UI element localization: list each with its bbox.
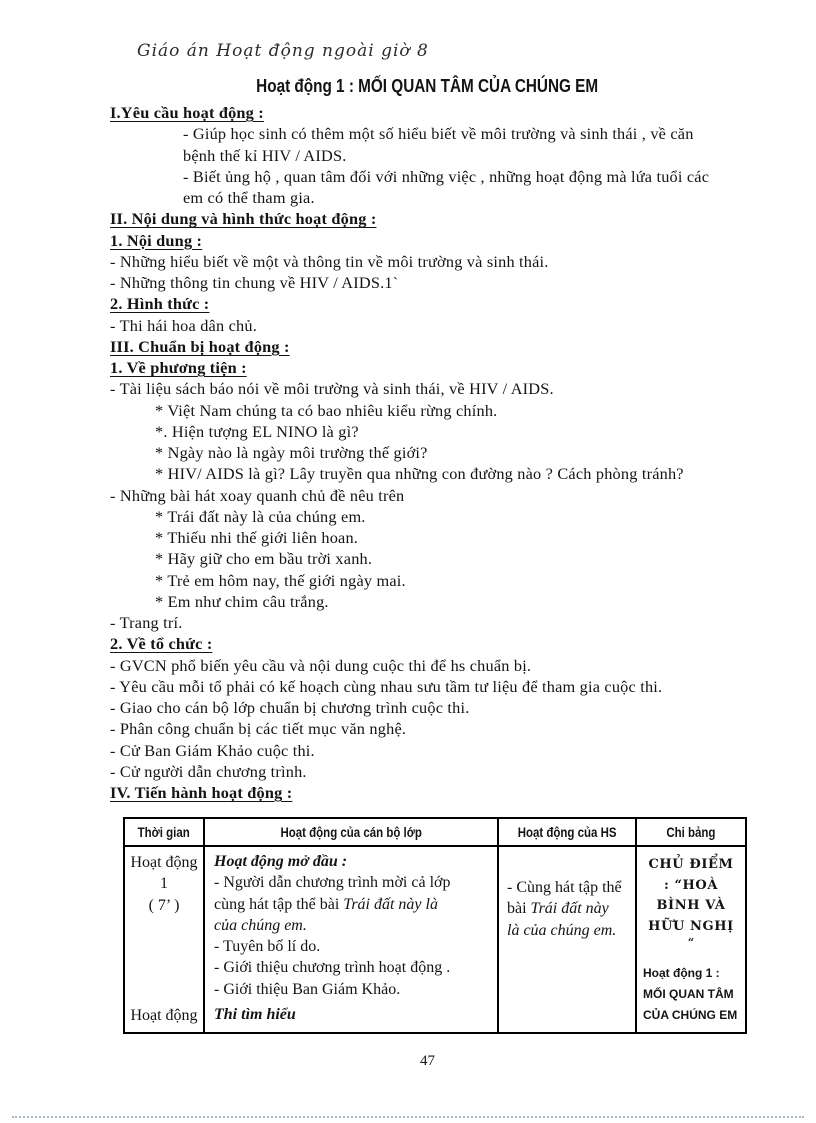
body-line: em có thể tham gia. — [183, 188, 315, 207]
body-line: - Tài liệu sách báo nói về môi trường và sinh thái, về HIV / AIDS. — [110, 379, 554, 399]
body-line: * HIV/ AIDS là gì? Lây truyền qua những con đường nào ? Cách phòng tránh? — [155, 464, 684, 484]
board-activity-title: Hoạt động 1 : MỐI QUAN TÂM CỦA CHÚNG EM — [643, 966, 738, 1022]
body-line: - Trang trí. — [110, 613, 183, 632]
table-cell-board-notes — [636, 846, 746, 1033]
body-line: * Thiếu nhi thế giới liên hoan. — [155, 528, 359, 547]
body-line: - Yêu cầu mỗi tổ phải có kế hoạch cùng nhau sưu tầm tư liệu để tham gia cuộc thi. — [110, 676, 663, 696]
leader-next-heading: Thi tìm hiểu — [214, 1005, 296, 1023]
table-row — [124, 846, 746, 1033]
section-heading: 1. Nội dung : — [110, 230, 203, 250]
body-line: * Việt Nam chúng ta có bao nhiêu kiểu rừng chính. — [155, 400, 498, 420]
body-line: - GVCN phổ biến yêu cầu và nội dung cuộc thi để hs chuẩn bị. — [110, 655, 532, 675]
time-line: ( 7’ ) — [148, 896, 180, 914]
song-title: là của chúng em. — [507, 921, 617, 939]
body-line: - Phân công chuẩn bị các tiết mục văn nghệ. — [110, 719, 407, 739]
section-heading: I.Yêu cầu hoạt động : — [110, 103, 264, 122]
body-line: - Cử người dẫn chương trình. — [110, 761, 307, 781]
section-heading: III. Chuẩn bị hoạt động : — [110, 336, 290, 356]
table-header-row — [124, 818, 746, 846]
body-line: *. Hiện tượng EL NINO là gì? — [155, 421, 359, 441]
body-line: - Giúp học sinh có thêm một số hiểu biết về môi trường và sinh thái , về căn — [183, 124, 694, 144]
leader-line: cùng hát tập thể bài Trái đất này là — [214, 895, 438, 913]
body-line: - Giao cho cán bộ lớp chuẩn bị chương trình cuộc thi. — [110, 698, 470, 717]
table-header-time: Thời gian — [124, 818, 204, 846]
section-heading: 2. Hình thức : — [110, 294, 210, 314]
running-header: Giáo án Hoạt động ngoài giờ 8 — [137, 41, 429, 61]
section-heading: 2. Về tổ chức : — [110, 634, 213, 654]
table-cell-student-activity — [498, 846, 636, 1033]
body-line: - Cử Ban Giám Khảo cuộc thi. — [110, 740, 315, 760]
student-line: - Cùng hát tập thể — [507, 879, 622, 896]
section-heading: II. Nội dung và hình thức hoạt động : — [110, 209, 377, 229]
leader-line: - Tuyên bố lí do. — [214, 938, 321, 956]
section-heading: IV. Tiến hành hoạt động : — [110, 783, 293, 802]
leader-heading: Hoạt động mở đầu : — [214, 853, 348, 870]
table-header-students: Hoạt động của HS — [498, 818, 636, 846]
time-line: Hoạt động — [130, 854, 198, 871]
song-title: của chúng em. — [214, 916, 307, 934]
body-line: * Em như chim câu trắng. — [155, 591, 329, 611]
body-line: - Những thông tin chung về HIV / AIDS.1` — [110, 273, 399, 292]
time-line: 1 — [160, 875, 168, 893]
student-line: bài Trái đất này — [507, 900, 609, 918]
time-line: Hoạt động — [130, 1006, 198, 1024]
page-number: 47 — [420, 1053, 435, 1069]
body-line: - Thi hái hoa dân chủ. — [110, 315, 257, 335]
song-title: Trái đất này là — [343, 895, 438, 913]
body-line: - Những bài hát xoay quanh chủ đề nêu trên — [110, 485, 405, 505]
song-title: Trái đất này — [530, 900, 609, 918]
table-cell-time — [124, 846, 204, 1033]
leader-line: - Giới thiệu Ban Giám Khảo. — [214, 980, 401, 998]
activity-table — [123, 817, 747, 1034]
body-line: - Biết ủng hộ , quan tâm đối với những việc , những hoạt động mà lứa tuổi các — [183, 166, 710, 186]
page-break-dotted-line — [12, 1116, 804, 1118]
activity-title-text: Hoạt động 1 : MỐI QUAN TÂM CỦA CHÚNG EM — [256, 76, 599, 96]
document-body — [110, 102, 765, 803]
leader-line: - Giới thiệu chương trình hoạt động . — [214, 959, 451, 977]
body-line: bệnh thế kỉ HIV / AIDS. — [183, 145, 347, 165]
table-cell-leader-activity — [204, 846, 498, 1033]
section-heading: 1. Về phương tiện : — [110, 358, 247, 377]
leader-line: - Người dẫn chương trình mời cả lớp — [214, 874, 451, 892]
activity-title — [110, 76, 745, 97]
board-quote-mark: “ — [687, 936, 695, 949]
body-line: - Những hiểu biết về một và thông tin về môi trường và sinh thái. — [110, 251, 549, 271]
body-line: * Trái đất này là của chúng em. — [155, 506, 366, 526]
table-header-board: Chi bảng — [636, 818, 746, 846]
body-line: * Ngày nào là ngày môi trường thế giới? — [155, 443, 428, 462]
board-theme: CHỦ ĐIỂM : “HOÀ BÌNH VÀ HỮU NGHỊ — [648, 857, 734, 934]
table-header-leader: Hoạt động của cán bộ lớp — [204, 818, 498, 846]
body-line: * Hãy giữ cho em bầu trời xanh. — [155, 549, 373, 569]
body-line: * Trẻ em hôm nay, thế giới ngày mai. — [155, 570, 406, 590]
